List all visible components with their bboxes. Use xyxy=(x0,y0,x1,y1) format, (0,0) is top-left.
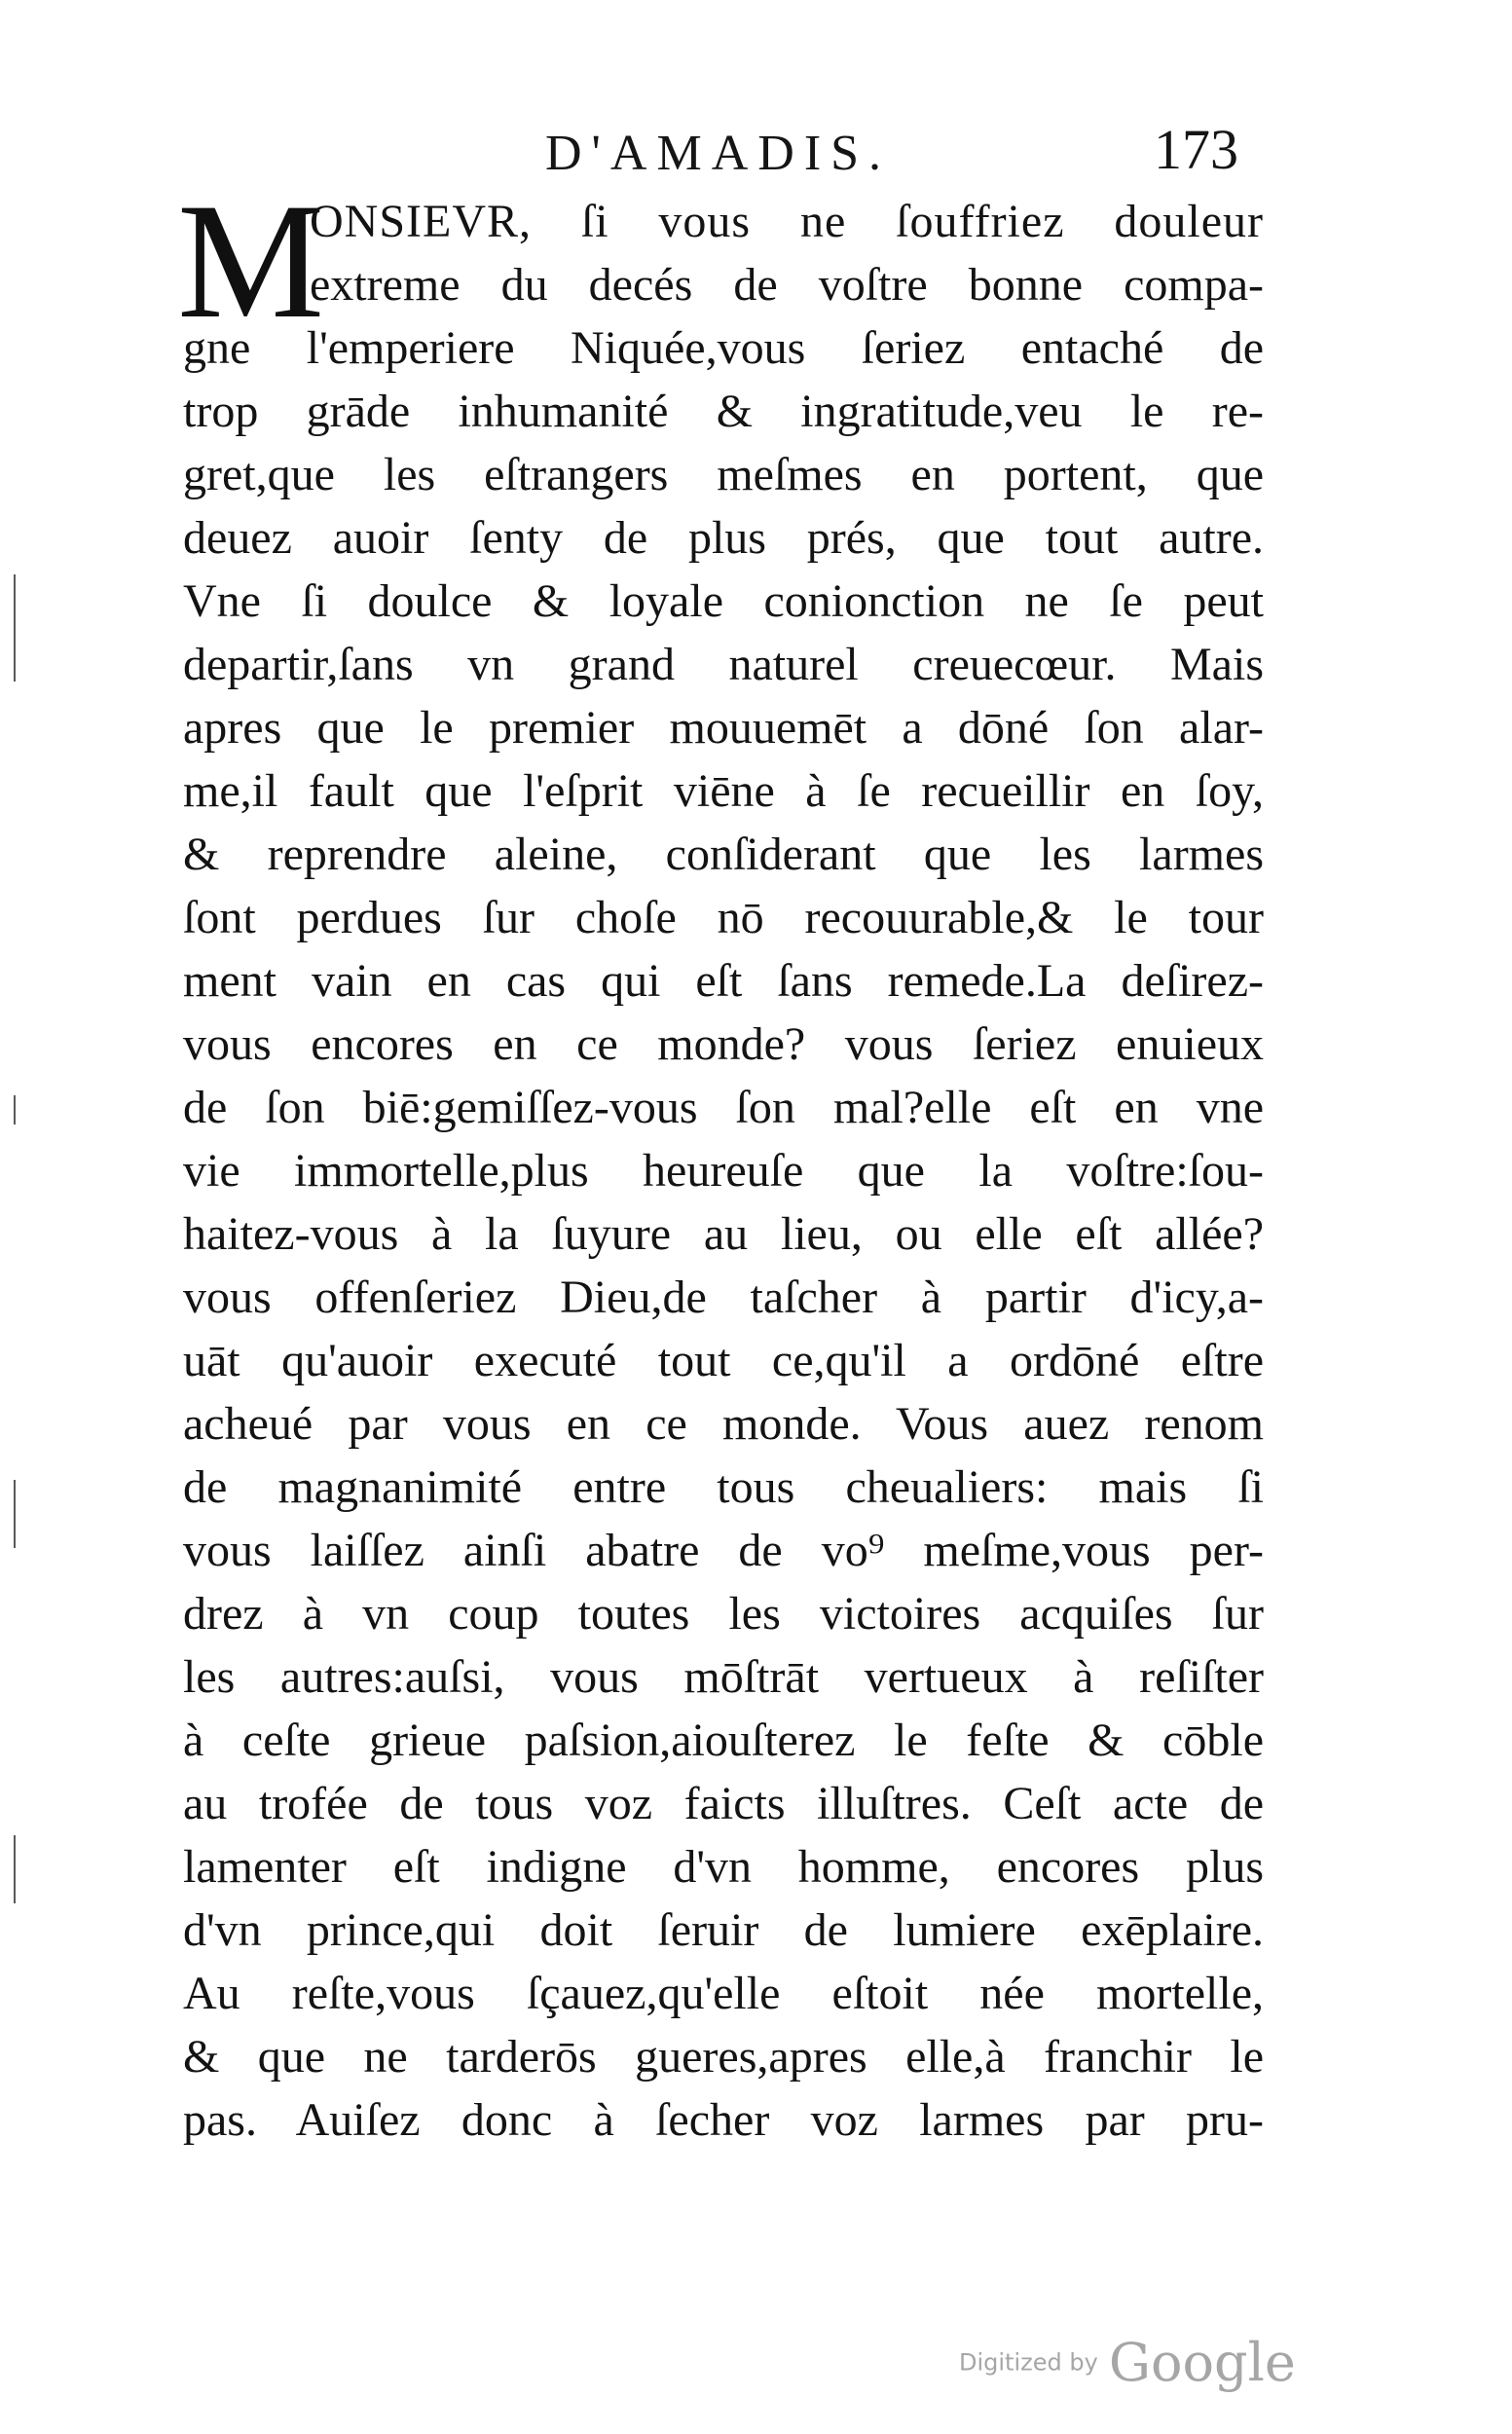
page-number: 173 xyxy=(1154,118,1238,181)
text-line: Vne ſi doulce & loyale conionction ne ſe peut xyxy=(183,575,1264,627)
text-line: trop grāde inhumanité & ingratitude,veu le re- xyxy=(183,386,1264,437)
text-line: drez à vn coup toutes les victoires acquiſes ſur xyxy=(183,1588,1264,1640)
text-line: de magnanimité entre tous cheualiers: mais ſi xyxy=(183,1461,1264,1513)
text-line: au trofée de tous voz faicts illuſtres. Ceſt acte de xyxy=(183,1778,1264,1829)
text-line: pas. Auiſez donc à ſecher voz larmes par pru- xyxy=(183,2094,1264,2146)
text-line: d'vn prince,qui doit ſeruir de lumiere exēplaire. xyxy=(183,1904,1264,1956)
text-line: deuez auoir ſenty de plus prés, que tout autre. xyxy=(183,512,1264,564)
text-line: ſont perdues ſur choſe nō recouurable,& le tour xyxy=(183,892,1264,943)
margin-scan-mark xyxy=(14,1480,16,1548)
text-line: Au reſte,vous ſçauez,qu'elle eſtoit née mortelle, xyxy=(183,1968,1264,2019)
watermark-prefix: Digitized by xyxy=(959,2348,1098,2377)
margin-scan-mark xyxy=(14,574,16,682)
running-title: D'AMADIS. xyxy=(545,126,892,181)
text-line: extreme du decés de voſtre bonne compa- xyxy=(310,259,1264,311)
text-line: lamenter eſt indigne d'vn homme, encores plus xyxy=(183,1841,1264,1893)
text-line: & reprendre aleine, conſiderant que les larmes xyxy=(183,829,1264,880)
body-text xyxy=(183,190,1264,2152)
text-line: acheué par vous en ce monde. Vous auez renom xyxy=(183,1398,1264,1450)
text-line: ment vain en cas qui eſt ſans remede.La deſirez- xyxy=(183,955,1264,1007)
text-line: me,il fault que l'eſprit viēne à ſe recueillir en ſoy, xyxy=(183,765,1264,817)
text-line: & que ne tarderōs gueres,apres elle,à franchir le xyxy=(183,2031,1264,2083)
google-logo: Google xyxy=(1108,2332,1296,2393)
text-line: vous offenſeriez Dieu,de taſcher à partir d'icy,a- xyxy=(183,1272,1264,1323)
text-line: à ceſte grieue paſsion,aiouſterez le feſte & cōble xyxy=(183,1715,1264,1766)
text-line: apres que le premier mouuemēt a dōné ſon alar- xyxy=(183,702,1264,754)
text-line: uāt qu'auoir executé tout ce,qu'il a ordōné eſtre xyxy=(183,1335,1264,1386)
text-line: vous laiſſez ainſi abatre de vo⁹ meſme,vous per- xyxy=(183,1525,1264,1576)
text-line: haitez-vous à la ſuyure au lieu, ou elle eſt allée? xyxy=(183,1208,1264,1260)
margin-scan-mark xyxy=(14,1095,16,1125)
text-line: vie immortelle,plus heureuſe que la voſtre:ſou- xyxy=(183,1145,1264,1197)
text-line: gne l'emperiere Niquée,vous ſeriez entaché de xyxy=(183,322,1264,374)
margin-scan-mark xyxy=(14,1835,16,1903)
drop-cap-initial: M xyxy=(177,169,325,352)
text-line: departir,ſans vn grand naturel creuecœur. Mais xyxy=(183,639,1264,690)
text-line: gret,que les eſtrangers meſmes en portent, que xyxy=(183,449,1264,500)
text-line: ONSIEVR, ſi vous ne ſouffriez douleur xyxy=(310,196,1264,247)
text-line: vous encores en ce monde? vous ſeriez enuieux xyxy=(183,1018,1264,1070)
text-line: de ſon biē:gemiſſez-vous ſon mal?elle eſt en vne xyxy=(183,1082,1264,1133)
text-line: les autres:auſsi, vous mōſtrāt vertueux à reſiſter xyxy=(183,1651,1264,1703)
digitization-watermark xyxy=(959,2332,1296,2393)
